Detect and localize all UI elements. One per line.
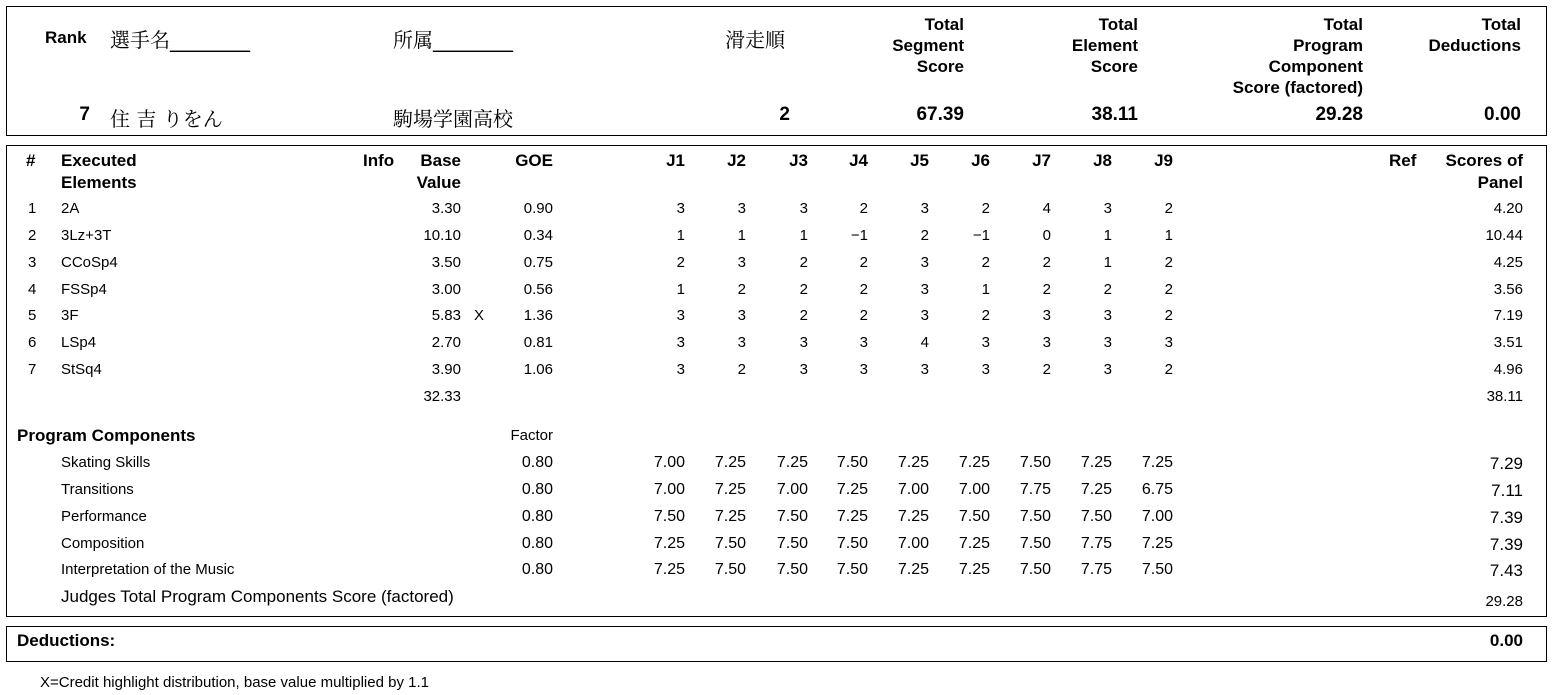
element-judge-6-score: −1 bbox=[972, 227, 990, 244]
element-panel-score: 10.44 bbox=[1485, 227, 1523, 244]
component-name: Transitions bbox=[61, 481, 134, 498]
element-judge-4-score: 2 bbox=[859, 307, 868, 324]
element-judge-4-score: 3 bbox=[859, 361, 868, 378]
element-judge-1-score: 1 bbox=[676, 281, 685, 298]
element-judge-5-score: 2 bbox=[920, 227, 929, 244]
element-base-value: 2.70 bbox=[431, 334, 461, 351]
element-judge-2-score: 3 bbox=[737, 200, 746, 217]
element-goe: 0.56 bbox=[523, 281, 553, 298]
element-judge-9-score: 2 bbox=[1164, 307, 1173, 324]
element-judge-2-score: 1 bbox=[737, 227, 746, 244]
component-judge-3-score: 7.25 bbox=[776, 454, 808, 471]
component-judge-2-score: 7.50 bbox=[714, 535, 746, 552]
element-judge-9-score: 2 bbox=[1164, 200, 1173, 217]
pcs-total-value: 29.28 bbox=[1485, 593, 1523, 610]
component-judge-4-score: 7.50 bbox=[836, 454, 868, 471]
element-judge-8-score: 3 bbox=[1103, 361, 1112, 378]
element-base-value: 3.30 bbox=[431, 200, 461, 217]
component-judge-3-score: 7.50 bbox=[776, 561, 808, 578]
col-judge-7: J7 bbox=[1032, 151, 1051, 170]
component-factor: 0.80 bbox=[521, 508, 553, 525]
element-judge-5-score: 3 bbox=[920, 200, 929, 217]
element-panel-score: 4.25 bbox=[1493, 254, 1523, 271]
element-num: 2 bbox=[28, 227, 37, 244]
col-judge-6: J6 bbox=[971, 151, 990, 170]
element-judge-2-score: 2 bbox=[737, 281, 746, 298]
element-num: 5 bbox=[28, 307, 37, 324]
component-judge-4-score: 7.50 bbox=[836, 535, 868, 552]
component-factor: 0.80 bbox=[521, 535, 553, 552]
component-factor: 0.80 bbox=[521, 481, 553, 498]
component-judge-4-score: 7.25 bbox=[836, 508, 868, 525]
element-panel-score: 3.56 bbox=[1493, 281, 1523, 298]
element-panel-score: 7.19 bbox=[1493, 307, 1523, 324]
tes-value: 38.11 bbox=[1091, 104, 1138, 125]
footnote: X=Credit highlight distribution, base value multiplied by 1.1 bbox=[40, 674, 429, 691]
element-judge-4-score: 2 bbox=[859, 254, 868, 271]
pcs-total-label: Judges Total Program Components Score (factored) bbox=[61, 587, 454, 606]
element-judge-6-score: 3 bbox=[981, 334, 990, 351]
component-name: Skating Skills bbox=[61, 454, 151, 471]
element-judge-2-score: 2 bbox=[737, 361, 746, 378]
component-judge-5-score: 7.00 bbox=[897, 481, 929, 498]
element-num: 6 bbox=[28, 334, 37, 351]
component-panel-score: 7.39 bbox=[1489, 535, 1523, 554]
component-judge-7-score: 7.50 bbox=[1019, 454, 1051, 471]
element-name: 2A bbox=[61, 200, 80, 217]
col-judge-1: J1 bbox=[666, 151, 685, 170]
component-judge-1-score: 7.00 bbox=[653, 454, 685, 471]
order-label: 滑走順 bbox=[725, 28, 785, 52]
component-judge-8-score: 7.75 bbox=[1080, 561, 1112, 578]
element-judge-6-score: 2 bbox=[981, 200, 990, 217]
component-judge-6-score: 7.25 bbox=[958, 535, 990, 552]
component-factor: 0.80 bbox=[521, 561, 553, 578]
component-panel-score: 7.11 bbox=[1491, 481, 1523, 500]
component-judge-2-score: 7.50 bbox=[714, 561, 746, 578]
component-judge-1-score: 7.50 bbox=[653, 508, 685, 525]
element-judge-3-score: 3 bbox=[799, 334, 808, 351]
element-judge-3-score: 2 bbox=[799, 307, 808, 324]
element-judge-3-score: 3 bbox=[799, 200, 808, 217]
element-num: 1 bbox=[28, 200, 37, 217]
element-judge-6-score: 2 bbox=[981, 307, 990, 324]
component-judge-3-score: 7.00 bbox=[776, 481, 808, 498]
element-judge-7-score: 4 bbox=[1042, 200, 1051, 217]
element-judge-6-score: 1 bbox=[981, 281, 990, 298]
element-judge-6-score: 3 bbox=[981, 361, 990, 378]
element-judge-9-score: 2 bbox=[1164, 254, 1173, 271]
factor-label: Factor bbox=[510, 427, 553, 444]
component-judge-3-score: 7.50 bbox=[776, 535, 808, 552]
element-judge-3-score: 2 bbox=[799, 281, 808, 298]
element-judge-2-score: 3 bbox=[737, 307, 746, 324]
element-judge-1-score: 2 bbox=[676, 254, 685, 271]
element-judge-5-score: 4 bbox=[920, 334, 929, 351]
component-judge-8-score: 7.75 bbox=[1080, 535, 1112, 552]
deductions-box-value: 0.00 bbox=[1489, 631, 1523, 650]
element-judge-3-score: 3 bbox=[799, 361, 808, 378]
element-judge-4-score: −1 bbox=[850, 227, 868, 244]
element-judge-8-score: 2 bbox=[1103, 281, 1112, 298]
component-panel-score: 7.43 bbox=[1489, 561, 1523, 580]
element-judge-7-score: 3 bbox=[1042, 334, 1051, 351]
element-num: 3 bbox=[28, 254, 37, 271]
element-judge-8-score: 3 bbox=[1103, 200, 1112, 217]
element-name: FSSp4 bbox=[61, 281, 107, 298]
col-info: Info bbox=[363, 151, 395, 170]
element-judge-5-score: 3 bbox=[920, 281, 929, 298]
component-judge-2-score: 7.25 bbox=[714, 481, 746, 498]
program-components-title: Program Components bbox=[17, 426, 196, 445]
deductions-total-label: Total Deductions bbox=[1428, 15, 1521, 55]
element-judge-8-score: 1 bbox=[1103, 227, 1112, 244]
component-judge-2-score: 7.25 bbox=[714, 454, 746, 471]
component-judge-5-score: 7.25 bbox=[897, 561, 929, 578]
col-executed-elements: Executed Elements bbox=[61, 151, 137, 192]
col-judge-4: J4 bbox=[849, 151, 868, 170]
col-panel-score: Scores of Panel bbox=[1445, 151, 1523, 192]
element-name: 3Lz+3T bbox=[61, 227, 112, 244]
element-judge-4-score: 2 bbox=[859, 200, 868, 217]
component-judge-1-score: 7.00 bbox=[653, 481, 685, 498]
element-num: 4 bbox=[28, 281, 37, 298]
element-judge-3-score: 1 bbox=[799, 227, 808, 244]
element-name: 3F bbox=[61, 307, 79, 324]
element-base-value: 3.50 bbox=[431, 254, 461, 271]
element-judge-5-score: 3 bbox=[920, 361, 929, 378]
component-judge-9-score: 7.50 bbox=[1141, 561, 1173, 578]
element-judge-7-score: 3 bbox=[1042, 307, 1051, 324]
component-judge-3-score: 7.50 bbox=[776, 508, 808, 525]
component-judge-6-score: 7.00 bbox=[958, 481, 990, 498]
element-info: X bbox=[474, 307, 485, 324]
element-base-value: 3.00 bbox=[431, 281, 461, 298]
element-judge-6-score: 2 bbox=[981, 254, 990, 271]
element-panel-score: 4.96 bbox=[1493, 361, 1523, 378]
element-name: LSp4 bbox=[61, 334, 97, 351]
element-judge-1-score: 3 bbox=[676, 307, 685, 324]
element-judge-9-score: 3 bbox=[1164, 334, 1173, 351]
element-base-value: 5.83 bbox=[431, 307, 461, 324]
component-judge-8-score: 7.25 bbox=[1080, 454, 1112, 471]
component-judge-6-score: 7.25 bbox=[958, 454, 990, 471]
element-goe: 0.90 bbox=[523, 200, 553, 217]
element-judge-7-score: 2 bbox=[1042, 254, 1051, 271]
component-judge-6-score: 7.25 bbox=[958, 561, 990, 578]
element-base-value: 3.90 bbox=[431, 361, 461, 378]
component-judge-9-score: 7.25 bbox=[1141, 535, 1173, 552]
rank-label: Rank bbox=[45, 28, 87, 47]
col-num: # bbox=[26, 151, 36, 170]
component-judge-8-score: 7.25 bbox=[1080, 481, 1112, 498]
component-judge-2-score: 7.25 bbox=[714, 508, 746, 525]
element-judge-5-score: 3 bbox=[920, 254, 929, 271]
component-judge-4-score: 7.25 bbox=[836, 481, 868, 498]
base-total: 32.33 bbox=[423, 388, 461, 405]
element-judge-1-score: 1 bbox=[676, 227, 685, 244]
element-judge-1-score: 3 bbox=[676, 334, 685, 351]
element-goe: 1.36 bbox=[523, 307, 553, 324]
component-name: Interpretation of the Music bbox=[61, 561, 235, 578]
component-judge-8-score: 7.50 bbox=[1080, 508, 1112, 525]
tes-label: Total Element Score bbox=[1071, 15, 1138, 76]
element-num: 7 bbox=[28, 361, 37, 378]
component-judge-1-score: 7.25 bbox=[653, 535, 685, 552]
component-factor: 0.80 bbox=[521, 454, 553, 471]
col-ref: Ref bbox=[1389, 151, 1417, 170]
col-judge-3: J3 bbox=[789, 151, 808, 170]
name-label: 選手名________ bbox=[110, 28, 250, 52]
element-judge-8-score: 3 bbox=[1103, 307, 1112, 324]
element-judge-4-score: 2 bbox=[859, 281, 868, 298]
col-judge-8: J8 bbox=[1093, 151, 1112, 170]
element-goe: 1.06 bbox=[523, 361, 553, 378]
col-base-value: Base Value bbox=[416, 151, 461, 192]
element-name: CCoSp4 bbox=[61, 254, 118, 271]
component-judge-1-score: 7.25 bbox=[653, 561, 685, 578]
element-goe: 0.34 bbox=[523, 227, 553, 244]
element-judge-7-score: 2 bbox=[1042, 281, 1051, 298]
element-judge-9-score: 1 bbox=[1164, 227, 1173, 244]
component-judge-7-score: 7.75 bbox=[1019, 481, 1051, 498]
deductions-box bbox=[6, 626, 1547, 662]
element-judge-7-score: 0 bbox=[1042, 227, 1051, 244]
element-goe: 0.75 bbox=[523, 254, 553, 271]
element-judge-3-score: 2 bbox=[799, 254, 808, 271]
component-panel-score: 7.29 bbox=[1489, 454, 1523, 473]
deductions-label: Deductions: bbox=[17, 631, 116, 650]
element-panel-score: 3.51 bbox=[1493, 334, 1523, 351]
element-name: StSq4 bbox=[61, 361, 102, 378]
component-name: Composition bbox=[61, 535, 145, 552]
component-judge-5-score: 7.00 bbox=[897, 535, 929, 552]
component-panel-score: 7.39 bbox=[1489, 508, 1523, 527]
pcs-value: 29.28 bbox=[1315, 104, 1363, 125]
element-judge-1-score: 3 bbox=[676, 361, 685, 378]
rank-value: 7 bbox=[79, 104, 90, 125]
col-goe: GOE bbox=[515, 151, 553, 170]
component-judge-7-score: 7.50 bbox=[1019, 535, 1051, 552]
component-judge-9-score: 7.00 bbox=[1141, 508, 1173, 525]
element-judge-4-score: 3 bbox=[859, 334, 868, 351]
element-panel-score: 4.20 bbox=[1493, 200, 1523, 217]
component-judge-7-score: 7.50 bbox=[1019, 561, 1051, 578]
element-judge-2-score: 3 bbox=[737, 254, 746, 271]
element-goe: 0.81 bbox=[523, 334, 553, 351]
tss-value: 67.39 bbox=[916, 104, 964, 125]
element-judge-7-score: 2 bbox=[1042, 361, 1051, 378]
pcs-label: Total Program Component Score (factored) bbox=[1232, 15, 1363, 97]
starting-order: 2 bbox=[779, 104, 790, 125]
element-judge-8-score: 3 bbox=[1103, 334, 1112, 351]
component-judge-4-score: 7.50 bbox=[836, 561, 868, 578]
element-judge-9-score: 2 bbox=[1164, 361, 1173, 378]
col-judge-2: J2 bbox=[727, 151, 746, 170]
club-label: 所属________ bbox=[393, 28, 513, 52]
col-judge-9: J9 bbox=[1154, 151, 1173, 170]
component-judge-9-score: 7.25 bbox=[1141, 454, 1173, 471]
component-judge-7-score: 7.50 bbox=[1019, 508, 1051, 525]
element-judge-1-score: 3 bbox=[676, 200, 685, 217]
element-judge-2-score: 3 bbox=[737, 334, 746, 351]
component-name: Performance bbox=[61, 508, 147, 525]
element-base-value: 10.10 bbox=[423, 227, 461, 244]
element-judge-5-score: 3 bbox=[920, 307, 929, 324]
tss-label: Total Segment Score bbox=[892, 15, 964, 76]
component-judge-6-score: 7.50 bbox=[958, 508, 990, 525]
element-judge-8-score: 1 bbox=[1103, 254, 1112, 271]
component-judge-5-score: 7.25 bbox=[897, 454, 929, 471]
col-judge-5: J5 bbox=[910, 151, 929, 170]
deductions-value: 0.00 bbox=[1484, 104, 1521, 125]
component-judge-5-score: 7.25 bbox=[897, 508, 929, 525]
element-judge-9-score: 2 bbox=[1164, 281, 1173, 298]
component-judge-9-score: 6.75 bbox=[1141, 481, 1173, 498]
club-name: 駒場学園高校 bbox=[393, 107, 513, 131]
elements-score-total: 38.11 bbox=[1486, 388, 1523, 405]
skater-name: 住 吉 りをん bbox=[110, 107, 223, 131]
